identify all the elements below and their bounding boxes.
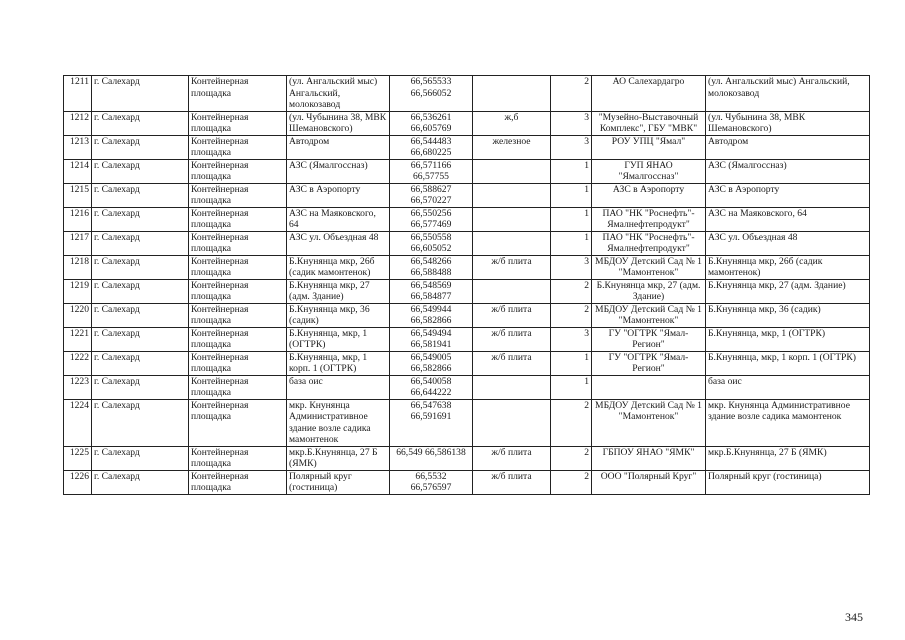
- latitude-value: 66,548569: [410, 279, 452, 291]
- table-row: [64, 159, 870, 183]
- site-type-cell: Контейнерная площадка: [189, 159, 287, 183]
- page-number: 345: [845, 610, 863, 624]
- latitude-value: 66,549005: [410, 351, 452, 363]
- container-count-cell: 1: [551, 159, 592, 183]
- address-cell: база оис: [287, 375, 390, 399]
- container-count-cell: 2: [551, 399, 592, 446]
- longitude-value: 66,576597: [410, 482, 452, 493]
- longitude-value: 66,577469: [410, 219, 452, 230]
- surface-cell: [473, 375, 551, 399]
- address-cell: мкр. Кнунянца Административное здание возле садика мамонтенок: [287, 399, 390, 446]
- longitude-value: 66,588488: [410, 267, 452, 278]
- city-cell: г. Салехард: [92, 231, 189, 255]
- source-address-cell: мкр.Б.Кнунянца, 27 Б (ЯМК): [706, 446, 870, 470]
- longitude-value: 66,605769: [410, 123, 452, 134]
- site-type-cell: Контейнерная площадка: [189, 231, 287, 255]
- city-cell: г. Салехард: [92, 399, 189, 446]
- table-row: [64, 279, 870, 303]
- address-cell: Б.Кнунянца мкр, 27 (адм. Здание): [287, 279, 390, 303]
- row-number-cell: 1222: [64, 351, 92, 375]
- coordinates-cell: [390, 207, 473, 231]
- coordinates-inline: [396, 447, 466, 458]
- site-type-cell: Контейнерная площадка: [189, 207, 287, 231]
- city-cell: г. Салехард: [92, 375, 189, 399]
- site-type-cell: Контейнерная площадка: [189, 76, 287, 112]
- source-address-cell: мкр. Кнунянца Административное здание возле садика мамонтенок: [706, 399, 870, 446]
- table-row: [64, 446, 870, 470]
- city-cell: г. Салехард: [92, 183, 189, 207]
- coordinates-cell: [390, 111, 473, 135]
- surface-cell: ж,б: [473, 111, 551, 135]
- latitude-value: 66,549: [396, 446, 423, 458]
- surface-cell: ж/б плита: [473, 327, 551, 351]
- surface-cell: ж/б плита: [473, 255, 551, 279]
- surface-cell: [473, 183, 551, 207]
- city-cell: г. Салехард: [92, 207, 189, 231]
- address-cell: Б.Кнунянца мкр, 26б (садик мамонтенок): [287, 255, 390, 279]
- latitude-value: 66,536261: [410, 111, 452, 123]
- row-number-cell: 1224: [64, 399, 92, 446]
- table-row: [64, 111, 870, 135]
- container-count-cell: 3: [551, 111, 592, 135]
- row-number-cell: 1225: [64, 446, 92, 470]
- city-cell: г. Салехард: [92, 279, 189, 303]
- site-type-cell: Контейнерная площадка: [189, 351, 287, 375]
- source-address-cell: (ул. Ангальский мыс) Ангальский, молокозавод: [706, 76, 870, 112]
- source-address-cell: АЗС (Ямалгоссназ): [706, 159, 870, 183]
- surface-cell: [473, 279, 551, 303]
- table-row: [64, 470, 870, 494]
- surface-cell: ж/б плита: [473, 351, 551, 375]
- coordinates-cell: [390, 327, 473, 351]
- address-cell: АЗС ул. Объездная 48: [287, 231, 390, 255]
- row-number-cell: 1219: [64, 279, 92, 303]
- city-cell: г. Салехард: [92, 135, 189, 159]
- latitude-value: 66,549494: [410, 327, 452, 339]
- address-cell: АЗС (Ямалгоссназ): [287, 159, 390, 183]
- container-sites-table: [63, 75, 870, 495]
- owner-cell: АО Салехардагро: [592, 76, 706, 112]
- latitude-value: 66,549944: [410, 303, 452, 315]
- latitude-value: 66,550256: [410, 207, 452, 219]
- address-cell: (ул. Ангальский мыс) Ангальский, молокозавод: [287, 76, 390, 112]
- surface-cell: [473, 159, 551, 183]
- longitude-value: 66,581941: [410, 339, 452, 350]
- address-cell: Б.Кнунянца мкр, 36 (садик): [287, 303, 390, 327]
- longitude-value: 66,582866: [410, 315, 452, 326]
- owner-cell: ПАО "НК "Роснефть"-Ямалнефтепродукт": [592, 231, 706, 255]
- site-type-cell: Контейнерная площадка: [189, 135, 287, 159]
- table-row: [64, 76, 870, 112]
- longitude-value: 66,680225: [410, 147, 452, 158]
- surface-cell: ж/б плита: [473, 470, 551, 494]
- owner-cell: ГБПОУ ЯНАО "ЯМК": [592, 446, 706, 470]
- address-cell: Б.Кнунянца, мкр, 1 (ОГТРК): [287, 327, 390, 351]
- table-row: [64, 207, 870, 231]
- surface-cell: ж/б плита: [473, 446, 551, 470]
- longitude-value: 66,586138: [425, 446, 466, 458]
- owner-cell: РОУ УПЦ "Ямал": [592, 135, 706, 159]
- site-type-cell: Контейнерная площадка: [189, 470, 287, 494]
- table-row: [64, 351, 870, 375]
- row-number-cell: 1212: [64, 111, 92, 135]
- longitude-value: 66,605052: [410, 243, 452, 254]
- container-count-cell: 2: [551, 446, 592, 470]
- surface-cell: [473, 207, 551, 231]
- city-cell: г. Салехард: [92, 111, 189, 135]
- longitude-value: 66,566052: [410, 87, 452, 99]
- address-cell: Автодром: [287, 135, 390, 159]
- coordinates-cell: [390, 231, 473, 255]
- table-row: [64, 375, 870, 399]
- address-cell: Полярный круг (гостиница): [287, 470, 390, 494]
- source-address-cell: Полярный круг (гостиница): [706, 470, 870, 494]
- container-count-cell: 1: [551, 231, 592, 255]
- row-number-cell: 1216: [64, 207, 92, 231]
- owner-cell: АЗС в Аэропорту: [592, 183, 706, 207]
- table-row: [64, 183, 870, 207]
- address-cell: АЗС на Маяковского, 64: [287, 207, 390, 231]
- row-number-cell: 1226: [64, 470, 92, 494]
- latitude-value: 66,544483: [410, 135, 452, 147]
- source-address-cell: Б.Кнунянца, мкр, 1 (ОГТРК): [706, 327, 870, 351]
- city-cell: г. Салехард: [92, 351, 189, 375]
- coordinates-cell: [390, 159, 473, 183]
- row-number-cell: 1215: [64, 183, 92, 207]
- row-number-cell: 1211: [64, 76, 92, 112]
- table-row: [64, 399, 870, 446]
- source-address-cell: Б.Кнунянца, мкр, 1 корп. 1 (ОГТРК): [706, 351, 870, 375]
- owner-cell: МБДОУ Детский Сад № 1 "Мамонтенок": [592, 255, 706, 279]
- site-type-cell: Контейнерная площадка: [189, 279, 287, 303]
- source-address-cell: АЗС ул. Объездная 48: [706, 231, 870, 255]
- owner-cell: ООО "Полярный Круг": [592, 470, 706, 494]
- longitude-value: 66,57755: [413, 171, 449, 182]
- coordinates-cell: [390, 135, 473, 159]
- surface-cell: [473, 76, 551, 112]
- site-type-cell: Контейнерная площадка: [189, 255, 287, 279]
- row-number-cell: 1221: [64, 327, 92, 351]
- coordinates-cell: [390, 399, 473, 446]
- address-cell: Б.Кнунянца, мкр, 1 корп. 1 (ОГТРК): [287, 351, 390, 375]
- city-cell: г. Салехард: [92, 255, 189, 279]
- container-count-cell: 1: [551, 351, 592, 375]
- city-cell: г. Салехард: [92, 76, 189, 112]
- latitude-value: 66,540058: [410, 375, 452, 387]
- row-number-cell: 1218: [64, 255, 92, 279]
- row-number-cell: 1223: [64, 375, 92, 399]
- container-count-cell: 2: [551, 279, 592, 303]
- city-cell: г. Салехард: [92, 446, 189, 470]
- container-count-cell: 3: [551, 327, 592, 351]
- owner-cell: ГУП ЯНАО "Ямалгоссназ": [592, 159, 706, 183]
- source-address-cell: Б.Кнунянца мкр, 36 (садик): [706, 303, 870, 327]
- coordinates-cell: [390, 255, 473, 279]
- site-type-cell: Контейнерная площадка: [189, 446, 287, 470]
- site-type-cell: Контейнерная площадка: [189, 375, 287, 399]
- latitude-value: 66,550558: [410, 231, 452, 243]
- table-row: [64, 327, 870, 351]
- owner-cell: МБДОУ Детский Сад № 1 "Мамонтенок": [592, 303, 706, 327]
- coordinates-cell: [390, 279, 473, 303]
- source-address-cell: Б.Кнунянца мкр, 26б (садик мамонтенок): [706, 255, 870, 279]
- latitude-value: 66,565533: [410, 76, 452, 87]
- row-number-cell: 1217: [64, 231, 92, 255]
- source-address-cell: Автодром: [706, 135, 870, 159]
- source-address-cell: АЗС в Аэропорту: [706, 183, 870, 207]
- coordinates-cell: [390, 351, 473, 375]
- container-count-cell: 3: [551, 255, 592, 279]
- coordinates-cell: [390, 76, 473, 112]
- site-type-cell: Контейнерная площадка: [189, 183, 287, 207]
- source-address-cell: база оис: [706, 375, 870, 399]
- latitude-value: 66,588627: [410, 183, 452, 195]
- source-address-cell: Б.Кнунянца мкр, 27 (адм. Здание): [706, 279, 870, 303]
- city-cell: г. Салехард: [92, 303, 189, 327]
- coordinates-cell: [390, 303, 473, 327]
- owner-cell: МБДОУ Детский Сад № 1 "Мамонтенок": [592, 399, 706, 446]
- table-row: [64, 231, 870, 255]
- row-number-cell: 1214: [64, 159, 92, 183]
- city-cell: г. Салехард: [92, 327, 189, 351]
- owner-cell: Б.Кнунянца мкр, 27 (адм. Здание): [592, 279, 706, 303]
- owner-cell: [592, 375, 706, 399]
- latitude-value: 66,548266: [410, 255, 452, 267]
- address-cell: (ул. Чубынина 38, МВК Шемановского): [287, 111, 390, 135]
- owner-cell: ГУ "ОГТРК "Ямал-Регион": [592, 327, 706, 351]
- longitude-value: 66,584877: [410, 291, 452, 302]
- surface-cell: [473, 399, 551, 446]
- longitude-value: 66,644222: [410, 387, 452, 398]
- table-row: [64, 255, 870, 279]
- longitude-value: 66,582866: [410, 363, 452, 374]
- source-address-cell: АЗС на Маяковского, 64: [706, 207, 870, 231]
- site-type-cell: Контейнерная площадка: [189, 399, 287, 446]
- latitude-value: 66,571166: [410, 159, 452, 171]
- source-address-cell: (ул. Чубынина 38, МВК Шемановского): [706, 111, 870, 135]
- latitude-value: 66,5532: [415, 470, 447, 482]
- coordinates-cell: [390, 470, 473, 494]
- longitude-value: 66,591691: [410, 411, 452, 422]
- city-cell: г. Салехард: [92, 470, 189, 494]
- coordinates-cell: [390, 183, 473, 207]
- address-cell: АЗС в Аэропорту: [287, 183, 390, 207]
- site-type-cell: Контейнерная площадка: [189, 327, 287, 351]
- table-row: [64, 135, 870, 159]
- surface-cell: железное: [473, 135, 551, 159]
- site-type-cell: Контейнерная площадка: [189, 111, 287, 135]
- container-count-cell: 3: [551, 135, 592, 159]
- table-row: [64, 303, 870, 327]
- owner-cell: ГУ "ОГТРК "Ямал-Регион": [592, 351, 706, 375]
- container-count-cell: 1: [551, 375, 592, 399]
- container-count-cell: 2: [551, 470, 592, 494]
- table-body: [64, 76, 870, 495]
- container-count-cell: 2: [551, 76, 592, 112]
- coordinates-cell: [390, 446, 473, 470]
- surface-cell: [473, 231, 551, 255]
- city-cell: г. Салехард: [92, 159, 189, 183]
- container-count-cell: 1: [551, 207, 592, 231]
- row-number-cell: 1220: [64, 303, 92, 327]
- longitude-value: 66,570227: [410, 195, 452, 206]
- surface-cell: ж/б плита: [473, 303, 551, 327]
- latitude-value: 66,547638: [410, 399, 452, 411]
- row-number-cell: 1213: [64, 135, 92, 159]
- coordinates-cell: [390, 375, 473, 399]
- owner-cell: ПАО "НК "Роснефть"-Ямалнефтепродукт": [592, 207, 706, 231]
- address-cell: мкр.Б.Кнунянца, 27 Б (ЯМК): [287, 446, 390, 470]
- container-count-cell: 2: [551, 303, 592, 327]
- site-type-cell: Контейнерная площадка: [189, 303, 287, 327]
- container-count-cell: 1: [551, 183, 592, 207]
- owner-cell: "Музейно-Выставочный Комплекс", ГБУ "МВК": [592, 111, 706, 135]
